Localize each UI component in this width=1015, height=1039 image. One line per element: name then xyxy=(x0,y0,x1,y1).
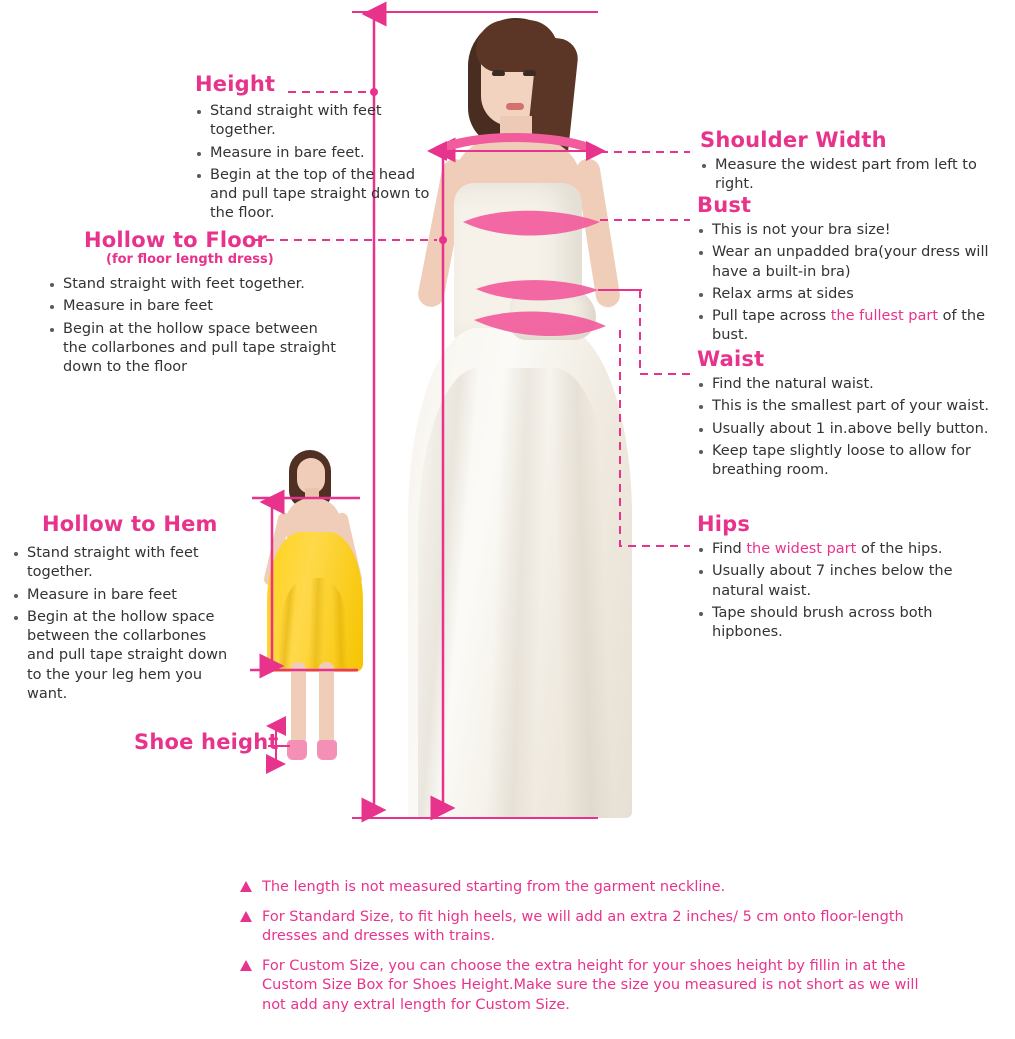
list-item: Begin at the hollow space between the collarbones and pull tape straight down to the floor xyxy=(48,320,338,378)
section-shoulder-width-list xyxy=(700,156,1005,195)
small-shoe-left-shape xyxy=(287,740,307,760)
footer-notes xyxy=(240,878,940,1025)
section-hollow-to-floor xyxy=(48,228,338,380)
section-waist xyxy=(697,347,997,483)
list-item: Stand straight with feet together. xyxy=(48,275,338,294)
list-item-rich xyxy=(697,307,1009,346)
list-item: Keep tape slightly loose to allow for breathing room. xyxy=(697,442,997,481)
hips-rich-before: Find xyxy=(712,541,747,557)
eye-right-shape xyxy=(523,70,536,76)
short-dress-figure-illustration xyxy=(245,440,385,770)
section-shoulder-width-heading: Shoulder Width xyxy=(700,128,887,152)
gown-skirt-shape xyxy=(408,328,632,818)
bust-rich-highlight: the fullest part xyxy=(830,308,939,325)
section-hips xyxy=(697,512,1002,645)
note-item xyxy=(240,957,940,1016)
list-item: Usually about 7 inches below the natural waist. xyxy=(697,562,1002,601)
section-hollow-to-floor-heading: Hollow to Floor xyxy=(84,228,268,252)
note-text: The length is not measured starting from the garment neckline. xyxy=(262,879,726,895)
list-item: Find the natural waist. xyxy=(697,375,997,394)
warning-triangle-icon xyxy=(240,881,252,892)
list-item: Begin at the top of the head and pull tape straight down to the floor. xyxy=(195,166,430,224)
list-item: Relax arms at sides xyxy=(697,285,1009,304)
section-hollow-to-hem-list xyxy=(12,544,237,704)
small-shoe-right-shape xyxy=(317,740,337,760)
section-shoe-height xyxy=(134,730,279,754)
small-leg-right-shape xyxy=(319,662,334,746)
section-height-heading: Height xyxy=(195,72,276,96)
list-item: Measure the widest part from left to right. xyxy=(700,156,1005,195)
list-item: Begin at the hollow space between the collarbones and pull tape straight down to the your leg hem you want. xyxy=(12,608,237,704)
note-text: For Custom Size, you can choose the extra height for your shoes height by fillin in at the Custom Size Box for Shoes Height.Make sure the size you measured is not short as we will not add any extral length for Custom Size. xyxy=(262,957,919,1013)
section-bust-list xyxy=(697,221,1009,346)
list-item: This is not your bra size! xyxy=(697,221,1009,240)
yellow-dress-shape xyxy=(267,532,363,672)
section-height xyxy=(195,72,430,227)
warning-triangle-icon xyxy=(240,960,252,971)
list-item: This is the smallest part of your waist. xyxy=(697,397,997,416)
note-text: For Standard Size, to fit high heels, we will add an extra 2 inches/ 5 cm onto floor-length dresses and dresses with trains. xyxy=(262,908,904,945)
section-bust xyxy=(697,193,1009,349)
section-shoe-height-heading: Shoe height xyxy=(134,730,279,754)
list-item: Wear an unpadded bra(your dress will have a built-in bra) xyxy=(697,243,1009,282)
eye-left-shape xyxy=(492,70,505,76)
note-item xyxy=(240,878,940,898)
bust-rich-before: Pull tape across xyxy=(712,308,831,325)
section-waist-heading: Waist xyxy=(697,347,765,371)
warning-triangle-icon xyxy=(240,911,252,922)
list-item: Measure in bare feet. xyxy=(195,144,430,163)
gown-bow-shape xyxy=(510,288,596,340)
section-hollow-to-floor-list xyxy=(48,275,338,377)
section-waist-list xyxy=(697,375,997,480)
list-item: Stand straight with feet together. xyxy=(12,544,237,583)
section-bust-heading: Bust xyxy=(697,193,752,217)
section-hips-heading: Hips xyxy=(697,512,751,536)
list-item-rich xyxy=(697,540,1002,559)
list-item: Tape should brush across both hipbones. xyxy=(697,604,1002,643)
hips-rich-after: of the hips. xyxy=(856,541,943,557)
section-hips-list xyxy=(697,540,1002,642)
hips-rich-highlight: the widest part xyxy=(746,541,857,557)
lips-shape xyxy=(506,103,524,110)
note-item xyxy=(240,908,940,947)
list-item: Usually about 1 in.above belly button. xyxy=(697,420,997,439)
section-hollow-to-hem-heading: Hollow to Hem xyxy=(42,512,218,536)
bust-rich-after: of the bust. xyxy=(712,308,986,344)
section-hollow-to-hem xyxy=(12,512,237,707)
section-height-list xyxy=(195,102,430,224)
list-item: Measure in bare feet xyxy=(12,586,237,605)
list-item: Stand straight with feet together. xyxy=(195,102,430,141)
section-shoulder-width xyxy=(700,128,1005,198)
small-leg-left-shape xyxy=(291,662,306,746)
list-item: Measure in bare feet xyxy=(48,297,338,316)
section-hollow-to-floor-subheading: (for floor length dress) xyxy=(106,252,274,267)
